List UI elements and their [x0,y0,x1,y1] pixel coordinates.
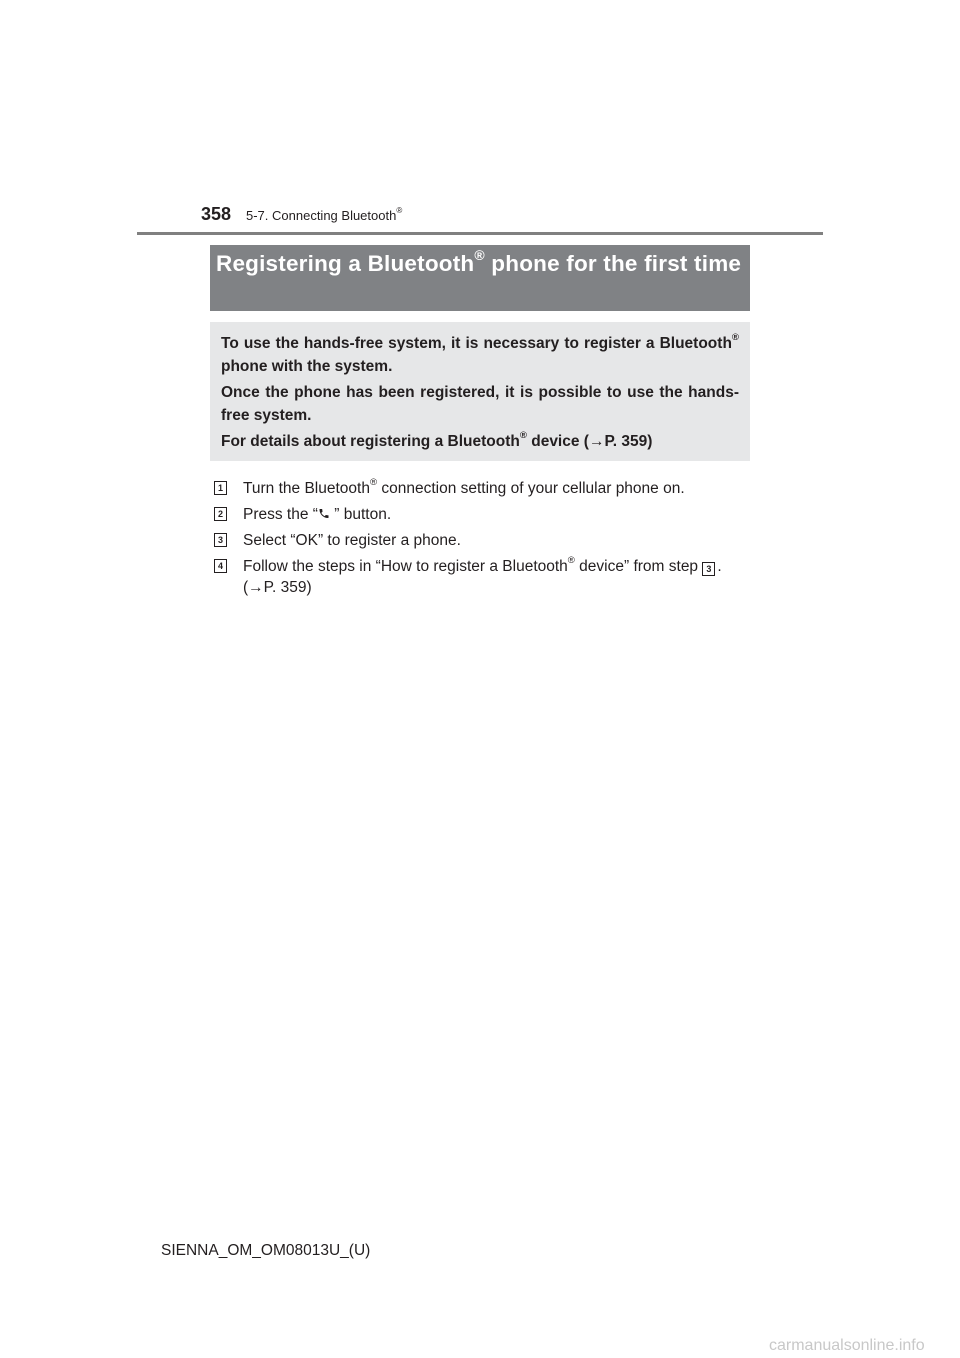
title-part-1: Registering a Bluetooth [216,251,475,276]
intro-p3-text-b: device ( [526,433,589,450]
step-4-text-c: . ( [243,558,722,596]
step-number-badge: 2 [214,507,227,521]
title-registered-mark: ® [474,247,485,264]
intro-box [210,322,750,461]
intro-p1-text-a: To use the hands-free system, it is necessary to register a Bluetooth [221,335,732,352]
intro-p1-text-b: phone with the system. [221,358,393,375]
page-number: 358 [201,204,232,224]
step-2-text-b: ” button. [329,506,392,523]
intro-paragraph-2: Once the phone has been registered, it is possible to use the hands-free system. [221,384,739,424]
arrow-icon: → [248,579,264,596]
step-1-text-a: Turn the Bluetooth [243,480,370,497]
intro-p3-text-a: For details about registering a Bluetooth [221,433,520,450]
title-part-2: phone for the first time [484,251,742,276]
step-number-badge: 4 [214,559,227,573]
step-reference-badge: 3 [702,562,715,576]
header-rule [137,232,823,235]
steps-list [214,478,754,603]
step-4 [214,556,754,598]
step-1-text-b: connection setting of your cellular phone on. [377,480,685,497]
step-4-text-a: Follow the steps in “How to register a Bluetooth [243,558,568,575]
intro-paragraph-3 [221,430,739,453]
intro-paragraph-1 [221,332,739,378]
step-2 [214,504,754,525]
step-4-page-link[interactable]: P. 359) [263,579,312,596]
step-number-badge: 1 [214,481,227,495]
intro-p1-mark: ® [731,332,739,344]
section-reference [246,208,402,223]
step-3 [214,530,754,551]
watermark: carmanualsonline.info [769,1337,925,1354]
step-number-badge: 3 [214,533,227,547]
step-4-text-b: device” from step [574,558,703,575]
arrow-icon: → [588,433,605,450]
intro-p3-mark: ® [519,430,527,442]
phone-icon [318,507,330,520]
intro-p3-page-link[interactable]: P. 359) [604,433,653,450]
step-1 [214,478,754,499]
document-id: SIENNA_OM_OM08013U_(U) [161,1242,371,1259]
step-1-mark: ® [369,477,378,489]
step-2-text-a: Press the “ [243,506,318,523]
step-4-mark: ® [567,555,575,567]
section-title: 5-7. Connecting Bluetooth [246,208,397,223]
step-3-text: Select “OK” to register a phone. [243,532,461,549]
section-title-banner [210,245,750,311]
registered-mark: ® [396,206,403,216]
